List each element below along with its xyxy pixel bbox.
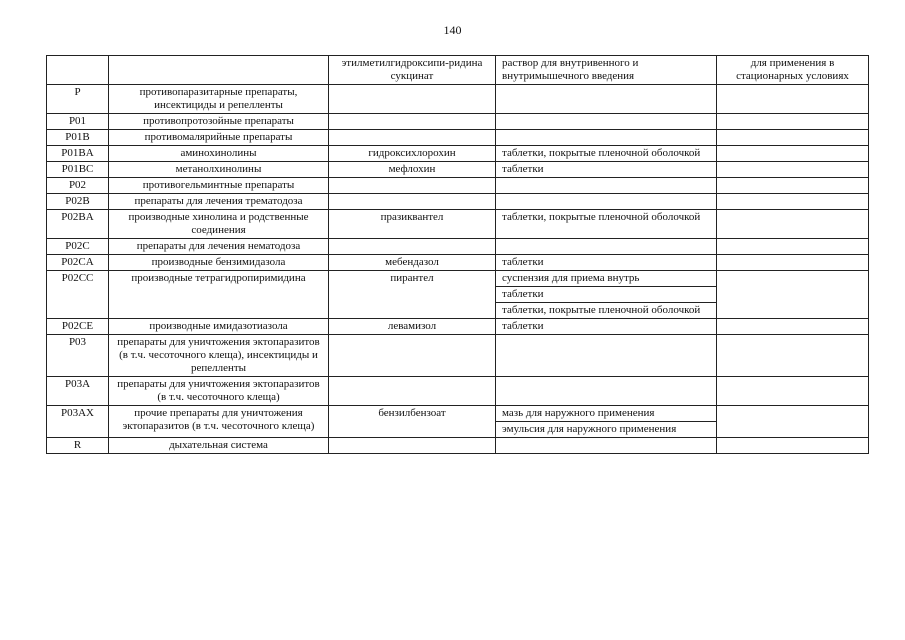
drug-name-cell: пирантел <box>329 271 496 319</box>
dosage-form-cell <box>496 130 717 146</box>
table-row <box>47 377 869 406</box>
note-cell <box>717 319 869 335</box>
dosage-form-cell <box>496 114 717 130</box>
dosage-form-cell <box>496 377 717 406</box>
atc-code-cell: P02CC <box>47 271 109 319</box>
note-cell <box>717 271 869 319</box>
atc-code-cell: P02 <box>47 178 109 194</box>
atc-code-cell: P02CE <box>47 319 109 335</box>
atc-code-cell: P <box>47 85 109 114</box>
table-row <box>47 146 869 162</box>
table-row <box>47 438 869 454</box>
drug-name-cell <box>329 178 496 194</box>
note-cell <box>717 377 869 406</box>
table-body <box>47 56 869 454</box>
note-cell <box>717 194 869 210</box>
anatomic-group-cell: дыхательная система <box>109 438 329 454</box>
dosage-form-cell: таблетки <box>496 162 717 178</box>
note-cell <box>717 85 869 114</box>
drug-name-cell <box>329 194 496 210</box>
note-cell <box>717 162 869 178</box>
note-cell <box>717 146 869 162</box>
anatomic-group-cell: производные имидазотиазола <box>109 319 329 335</box>
table-row <box>47 194 869 210</box>
anatomic-group-cell: препараты для лечения трематодоза <box>109 194 329 210</box>
table-row <box>47 239 869 255</box>
group-cell <box>109 56 329 85</box>
dosage-form-cell <box>496 178 717 194</box>
table-row <box>47 130 869 146</box>
atc-code-cell: P01B <box>47 130 109 146</box>
anatomic-group-cell: аминохинолины <box>109 146 329 162</box>
table-row <box>47 255 869 271</box>
dosage-form-cell <box>496 85 717 114</box>
anatomic-group-cell: производные тетрагидропиримидина <box>109 271 329 319</box>
drug-name-cell: бензилбензоат <box>329 406 496 438</box>
note-cell <box>717 406 869 438</box>
note-cell <box>717 130 869 146</box>
anatomic-group-cell: прочие препараты для уничтожения эктопаразитов (в т.ч. чесоточного клеща) <box>109 406 329 438</box>
atc-code-cell: P03AX <box>47 406 109 438</box>
note-cell <box>717 335 869 377</box>
drug-name-cell: мебендазол <box>329 255 496 271</box>
atc-code-cell: P01BC <box>47 162 109 178</box>
drug-name-cell: гидроксихлорохин <box>329 146 496 162</box>
drug-name-cell: празиквантел <box>329 210 496 239</box>
note-cell: для применения в стационарных условиях <box>717 56 869 85</box>
atc-code-cell: P02CA <box>47 255 109 271</box>
anatomic-group-cell: противогельминтные препараты <box>109 178 329 194</box>
anatomic-group-cell: противопаразитарные препараты, инсектициды и репелленты <box>109 85 329 114</box>
atc-code-cell: P02BA <box>47 210 109 239</box>
drug-name-cell: мефлохин <box>329 162 496 178</box>
dosage-form-line: суспензия для приема внутрь <box>496 271 716 287</box>
table-row <box>47 162 869 178</box>
drug-name-cell <box>329 239 496 255</box>
note-cell <box>717 210 869 239</box>
table-row <box>47 85 869 114</box>
form-cell: раствор для внутривенного и внутримышечного введения <box>496 56 717 85</box>
dosage-form-cell <box>496 239 717 255</box>
note-cell <box>717 255 869 271</box>
dosage-form-cell <box>496 438 717 454</box>
dosage-form-line: таблетки, покрытые пленочной оболочкой <box>502 304 701 316</box>
atc-code-cell: R <box>47 438 109 454</box>
drug-name-cell <box>329 335 496 377</box>
page-number: 140 <box>443 23 462 37</box>
note-cell <box>717 438 869 454</box>
dosage-form-cell: таблетки <box>496 319 717 335</box>
anatomic-group-cell: противомалярийные препараты <box>109 130 329 146</box>
drug-cell: этилметилгидроксипи-ридина сукцинат <box>329 56 496 85</box>
anatomic-group-cell: препараты для уничтожения эктопаразитов (в т.ч. чесоточного клеща), инсектициды и репелленты <box>109 335 329 377</box>
note-cell <box>717 114 869 130</box>
table-row <box>47 210 869 239</box>
atc-code-cell: P02C <box>47 239 109 255</box>
dosage-form-line: таблетки <box>496 287 716 303</box>
table-row <box>47 335 869 377</box>
drug-name-cell: левамизол <box>329 319 496 335</box>
anatomic-group-cell: метанолхинолины <box>109 162 329 178</box>
dosage-form-cell: таблетки <box>496 255 717 271</box>
drug-name-cell <box>329 377 496 406</box>
dosage-form-cell <box>496 406 717 438</box>
note-cell <box>717 239 869 255</box>
atc-code-cell: P03 <box>47 335 109 377</box>
dosage-form-line: мазь для наружного применения <box>496 406 716 422</box>
table-row <box>47 178 869 194</box>
table-row <box>47 319 869 335</box>
dosage-form-line: эмульсия для наружного применения <box>502 423 677 435</box>
anatomic-group-cell: производные хинолина и родственные соединения <box>109 210 329 239</box>
drug-name-cell <box>329 85 496 114</box>
dosage-form-cell <box>496 271 717 319</box>
table-row <box>47 114 869 130</box>
atc-code-cell: P01BA <box>47 146 109 162</box>
table-row <box>47 406 869 438</box>
anatomic-group-cell: препараты для лечения нематодоза <box>109 239 329 255</box>
dosage-form-cell <box>496 335 717 377</box>
atc-code-cell: P02B <box>47 194 109 210</box>
table-row <box>47 271 869 319</box>
table-row-header <box>47 56 869 85</box>
dosage-form-cell: таблетки, покрытые пленочной оболочкой <box>496 210 717 239</box>
atc-code-cell: P01 <box>47 114 109 130</box>
drug-name-cell <box>329 438 496 454</box>
anatomic-group-cell: препараты для уничтожения эктопаразитов (в т.ч. чесоточного клеща) <box>109 377 329 406</box>
note-cell <box>717 178 869 194</box>
dosage-form-cell <box>496 194 717 210</box>
dosage-form-cell: таблетки, покрытые пленочной оболочкой <box>496 146 717 162</box>
drug-name-cell <box>329 130 496 146</box>
drug-name-cell <box>329 114 496 130</box>
anatomic-group-cell: производные бензимидазола <box>109 255 329 271</box>
code-cell <box>47 56 109 85</box>
atc-code-cell: P03A <box>47 377 109 406</box>
anatomic-group-cell: противопротозойные препараты <box>109 114 329 130</box>
drug-list-table <box>46 55 869 454</box>
